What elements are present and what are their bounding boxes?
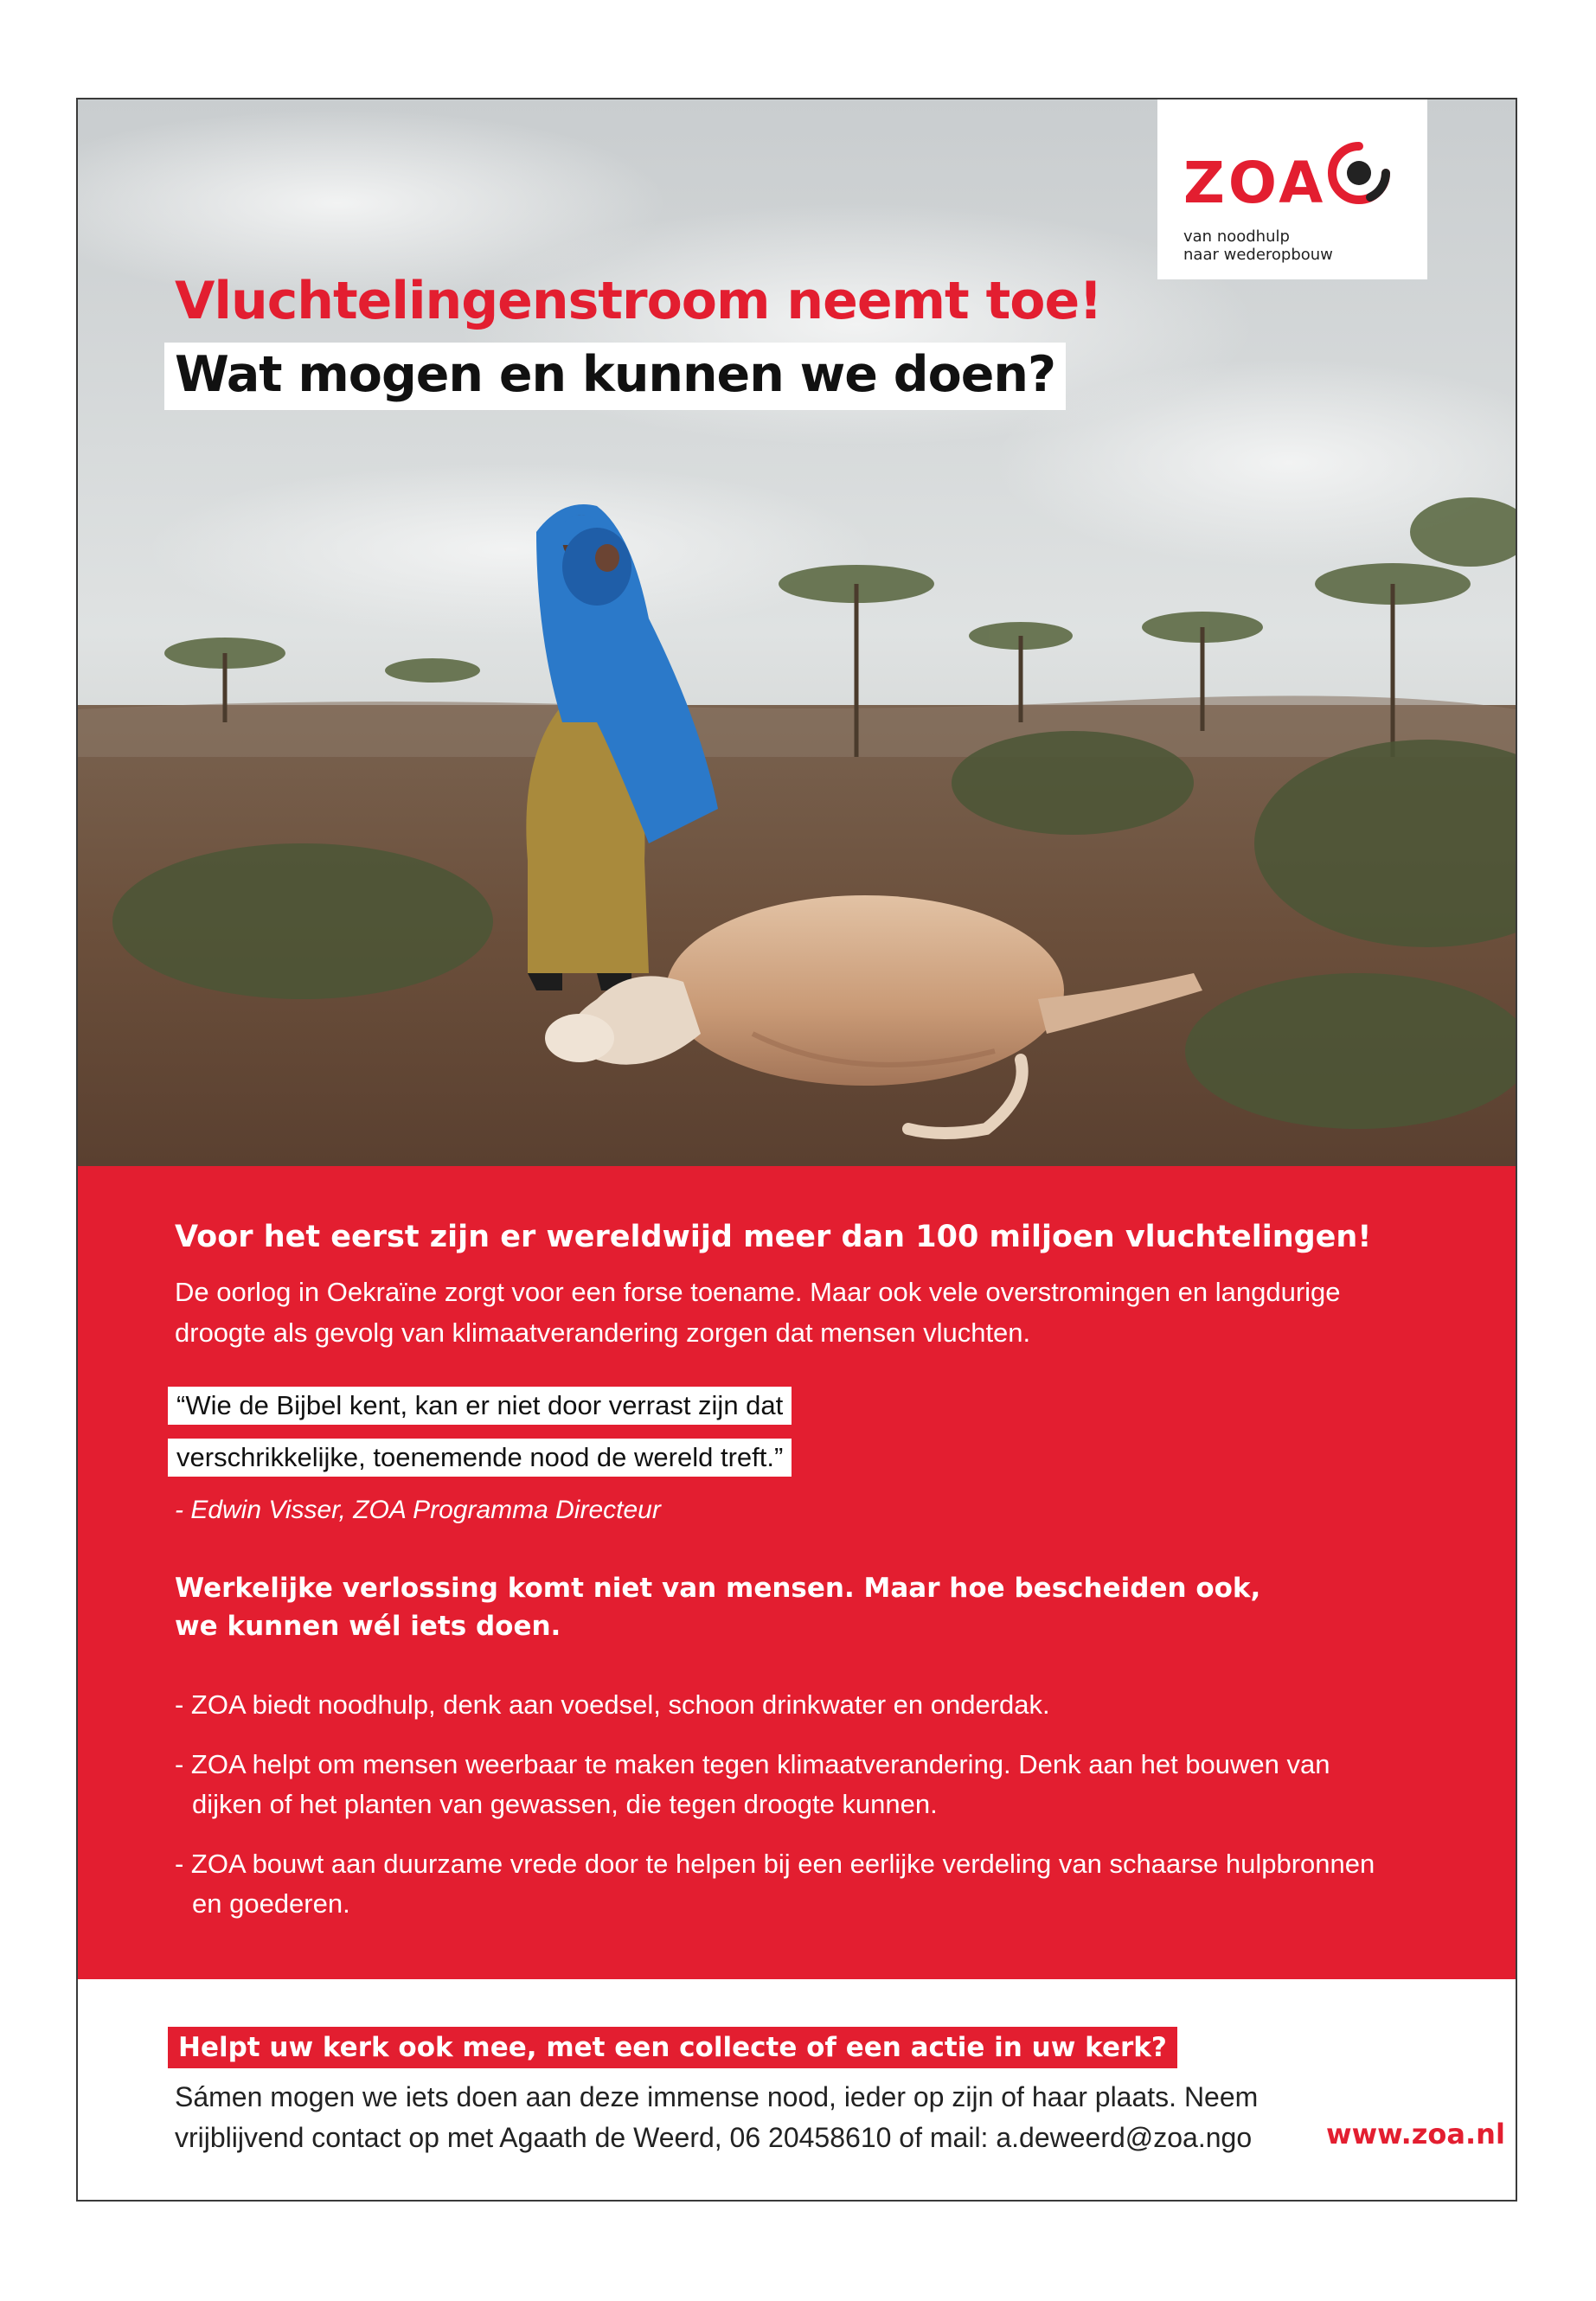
- list-item: - ZOA biedt noodhulp, denk aan voedsel, schoon drinkwater en onderdak.: [175, 1689, 1050, 1720]
- tagline-line-2: naar wederopbouw: [1183, 246, 1333, 264]
- lead-text: De oorlog in Oekraïne zorgt voor een forse toename. Maar ook vele overstromingen en langdurige droogte als gevolg van klimaatverandering zorgen dat mensen vluchten.: [175, 1277, 1341, 1348]
- tagline-line-1: van noodhulp: [1183, 228, 1290, 246]
- quote-line-1: [168, 1387, 792, 1425]
- zoa-logo[interactable]: [1157, 99, 1427, 279]
- lead-title: Voor het eerst zijn er wereldwijd meer dan 100 miljoen vluchtelingen!: [175, 1220, 1372, 1254]
- activities-list: [175, 1685, 1386, 1944]
- website-link[interactable]: www.zoa.nl: [1326, 2118, 1505, 2150]
- list-item: - ZOA helpt om mensen weerbaar te maken tegen klimaatverandering. Denk aan het bouwen van dijken of het planten van gewassen, die tegen droogte kunnen.: [175, 1749, 1330, 1819]
- logo-wordmark: ZOA: [1183, 150, 1327, 216]
- contact-text: Sámen mogen we iets doen aan deze immense nood, ieder op zijn of haar plaats. Neem vrijblijvend contact op met Agaath de Weerd, 06 20458610 of mail: a.deweerd@zoa.ngo: [175, 2081, 1259, 2153]
- headline: Vluchtelingenstroom neemt toe!: [175, 271, 1102, 331]
- logo-eye-icon: [1327, 141, 1391, 205]
- call-heading: Werkelijke verlossing komt niet van mensen. Maar hoe bescheiden ook, we kunnen wél iets doen.: [175, 1573, 1261, 1642]
- content-panel: [78, 1166, 1516, 1979]
- quote-text-2: verschrikkelijke, toenemende nood de wereld treft.”: [168, 1439, 792, 1477]
- hero-photo: [78, 99, 1516, 1166]
- quote-text-1: “Wie de Bijbel kent, kan er niet door verrast zijn dat: [168, 1387, 792, 1425]
- flyer-frame: [76, 98, 1517, 2202]
- logo-tagline: [1183, 228, 1333, 264]
- list-item: - ZOA bouwt aan duurzame vrede door te helpen bij een eerlijke verdeling van schaarse hulpbronnen en goederen.: [175, 1849, 1375, 1919]
- footer: [78, 1979, 1516, 2202]
- subheadline: Wat mogen en kunnen we doen?: [164, 343, 1066, 410]
- quote-line-2: [168, 1439, 792, 1477]
- call-to-action: Helpt uw kerk ook mee, met een collecte of een actie in uw kerk?: [168, 2027, 1177, 2068]
- quote-attribution: - Edwin Visser, ZOA Programma Directeur: [175, 1496, 661, 1524]
